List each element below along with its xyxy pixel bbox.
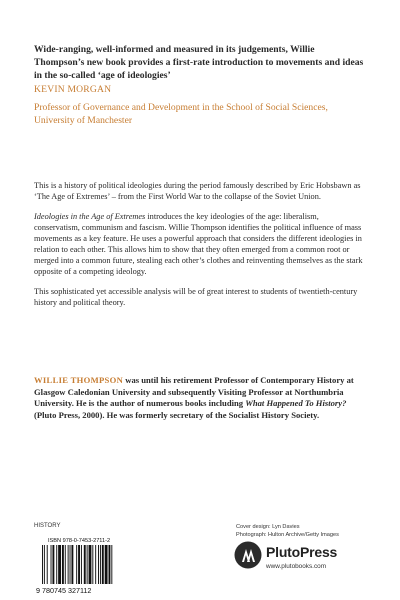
credits [236,523,339,539]
barcode-bar [44,545,45,584]
book-title-italic: Ideologies in the Age of Extremes [34,212,146,221]
barcode-bar [76,545,77,584]
barcode-bar [111,545,112,584]
isbn-barcode [34,538,152,595]
endorser-name: KEVIN MORGAN [34,84,112,95]
author-bio-text-1: was until his retirement Professor of Contemporary History at Glasgow Caledonian University and subsequently Visiting Professor at Northumbria University. He is the author of numerous books including [34,375,354,408]
barcode-bar [109,545,111,584]
description-paragraph-1: This is a history of political ideologies during the period famously described by Eric Hobsbawn as ‘The Age of Extremes’ – from the First World War to the collapse of the Soviet Union. [34,181,361,201]
barcode-bar [70,545,71,584]
photograph-credit: Photograph: Hulton Archive/Getty Images [236,532,339,538]
publisher-name: PlutoPress [266,544,338,560]
author-bio [34,375,364,421]
barcode-graphic [34,545,152,595]
barcode-bar [65,545,66,584]
description-paragraph-3: This sophisticated yet accessible analysis will be of great interest to students of twentieth-century history and political theory. [34,287,358,307]
barcode-digits: 9 780745 327112 [36,586,92,595]
publisher-url: www.plutobooks.com [266,563,327,570]
barcode-bar [42,545,43,584]
endorsement [34,43,364,127]
barcode-bar [51,545,52,584]
category-label: HISTORY [34,523,61,529]
cover-design-credit: Cover design: Lyn Davies [236,524,300,530]
endorsement-quote: Wide-ranging, well-informed and measured in its judgements, Willie Thompson’s new book provides a first-rate introduction to movements and ideas in the so-called ‘age of ideologies’ [34,44,364,81]
barcode-bar [102,545,104,584]
barcode-bar [81,545,82,584]
barcode-bar [71,545,73,584]
description-paragraph-2-text: introduces the key ideologies of the age: liberalism, conservatism, communism and fascism. Willie Thompson identifies the political influence of mass movements as a key feature. He uses a powerful approach that considers the different ideologies in relation to each other. This allows him to show that they often emerged from a common root or merged into a common future, stealing each other’s clothes and reinventing themselves as the stark opposite of a competing ideology. [34,212,363,276]
author-book-title: What Happened To History? [245,398,347,408]
barcode-bar [58,545,61,584]
author-bio-text-2: (Pluto Press, 2000). He was formerly secretary of the Socialist History Society. [34,409,320,420]
barcode-bar [105,545,108,584]
barcode-bar [62,545,64,584]
barcode-bar [98,545,99,584]
barcode-bar [56,545,57,584]
barcode-bar [47,545,48,584]
barcode-bar [52,545,54,584]
barcode-bar [95,545,96,584]
barcode-bar [100,545,101,584]
barcode-bar [84,545,86,584]
endorser-title: Professor of Governance and Development in the School of Social Sciences, University of Manchester [34,102,328,126]
barcode-bar [87,545,88,584]
pluto-press-logo-icon [234,541,262,569]
description-paragraph-2 [34,211,364,277]
author-name: WILLIE THOMPSON [34,375,124,385]
isbn-label: ISBN 978-0-7453-2711-2 [48,538,111,544]
barcode-bar [68,545,69,584]
barcode-bar [89,545,92,584]
barcode-bar [92,545,93,584]
barcode-bar [78,545,80,584]
book-description [34,180,364,317]
